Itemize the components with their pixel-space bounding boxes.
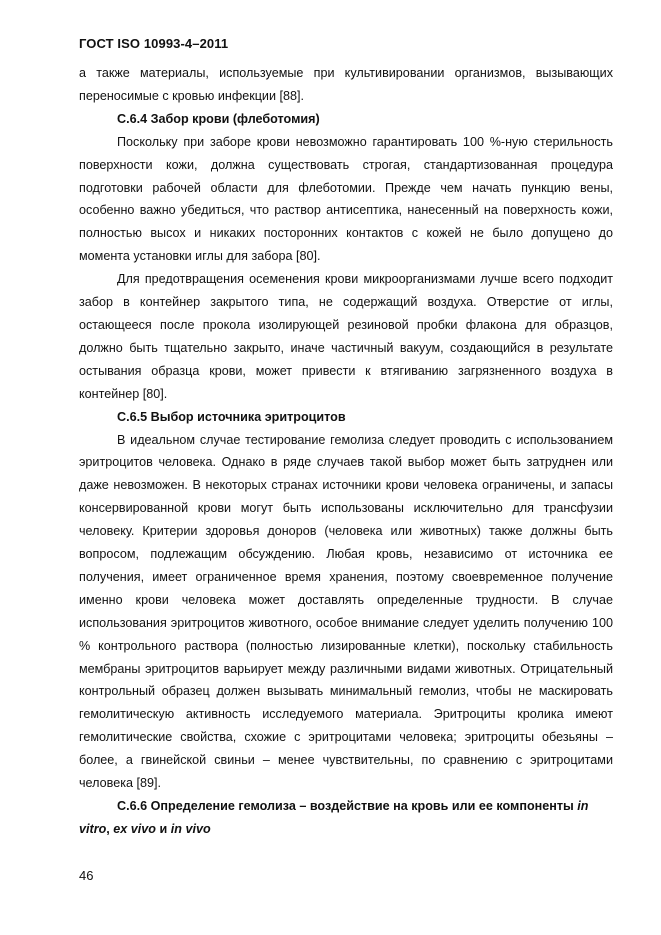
section-heading-c64: С.6.4 Забор крови (флеботомия) [117, 111, 320, 126]
heading-separator: , [106, 821, 114, 836]
term-ex-vivo: ex vivo [113, 821, 157, 836]
heading-conjunction: и [156, 821, 171, 836]
paragraph-c64-1: Поскольку при заборе крови невозможно гарантировать 100 %-ную стерильность поверхности кожи, должна существовать строгая, стандартизованная процедура подготовки рабочей области для флеботомии. Прежде чем начать пункцию вены, особенно важно убедиться, что раствор антисептика, нанесенный на поверхность кожи, полностью высох и никаких посторонних контактов с кожей не было допущено до момента установки иглы для забора [80]. [79, 134, 613, 264]
term-in-vivo: in vivo [170, 821, 211, 836]
section-heading-c66-main: С.6.6 Определение гемолиза – воздействие на кровь или ее компоненты [117, 799, 574, 813]
section-heading-c66 [79, 795, 613, 841]
section-heading-c65: С.6.5 Выбор источника эритроцитов [117, 409, 346, 424]
paragraph-c65-1: В идеальном случае тестирование гемолиза следует проводить с использованием эритроцитов человека. Однако в ряде случаев такой выбор может быть затруднен или даже невозможен. В некоторых странах источники крови человека ограничены, и запасы консервированной крови могут быть использованы исключительно для трансфузии человеку. Критерии здоровья доноров (человека или животных) также должны быть вопросом, подлежащим обсуждению. Любая кровь, независимо от источника ее получения, имеет ограниченное время хранения, поэтому своевременное получение именно крови человека может доставлять определенные трудности. В случае использования эритроцитов животного, особое внимание следует уделить получению 100 % контрольного раствора (полностью лизированные клетки), поскольку стабильность мембраны эритроцитов варьирует между различными видами животных. Отрицательный контрольный образец должен вызывать минимальный гемолиз, чтобы не маскировать гемолитическую активность исследуемого материала. Эритроциты кролика имеют гемолитические свойства, схожие с эритроцитами человека; эритроциты обезьяны – более, а гвинейской свиньи – менее чувствительны, по сравнению с эритроцитами человека [89]. [79, 432, 613, 791]
term-in-vitro: in vitro [79, 799, 589, 836]
document-header: ГОСТ ISO 10993-4–2011 [79, 36, 229, 51]
paragraph-continuation: а также материалы, используемые при культивировании организмов, вызывающих переносимые с кровью инфекции [88]. [79, 66, 613, 103]
document-body [79, 62, 613, 841]
paragraph-c64-2: Для предотвращения осеменения крови микроорганизмами лучше всего подходит забор в контейнер закрытого типа, не содержащий воздуха. Отверстие от иглы, остающееся после прокола изолирующей резиновой пробки флакона для образцов, должно быть тщательно закрыто, иначе частичный вакуум, создающийся в результате остывания образца крови, может привести к втягиванию загрязненного воздуха в контейнер [80]. [79, 272, 613, 401]
page-number: 46 [79, 868, 94, 883]
